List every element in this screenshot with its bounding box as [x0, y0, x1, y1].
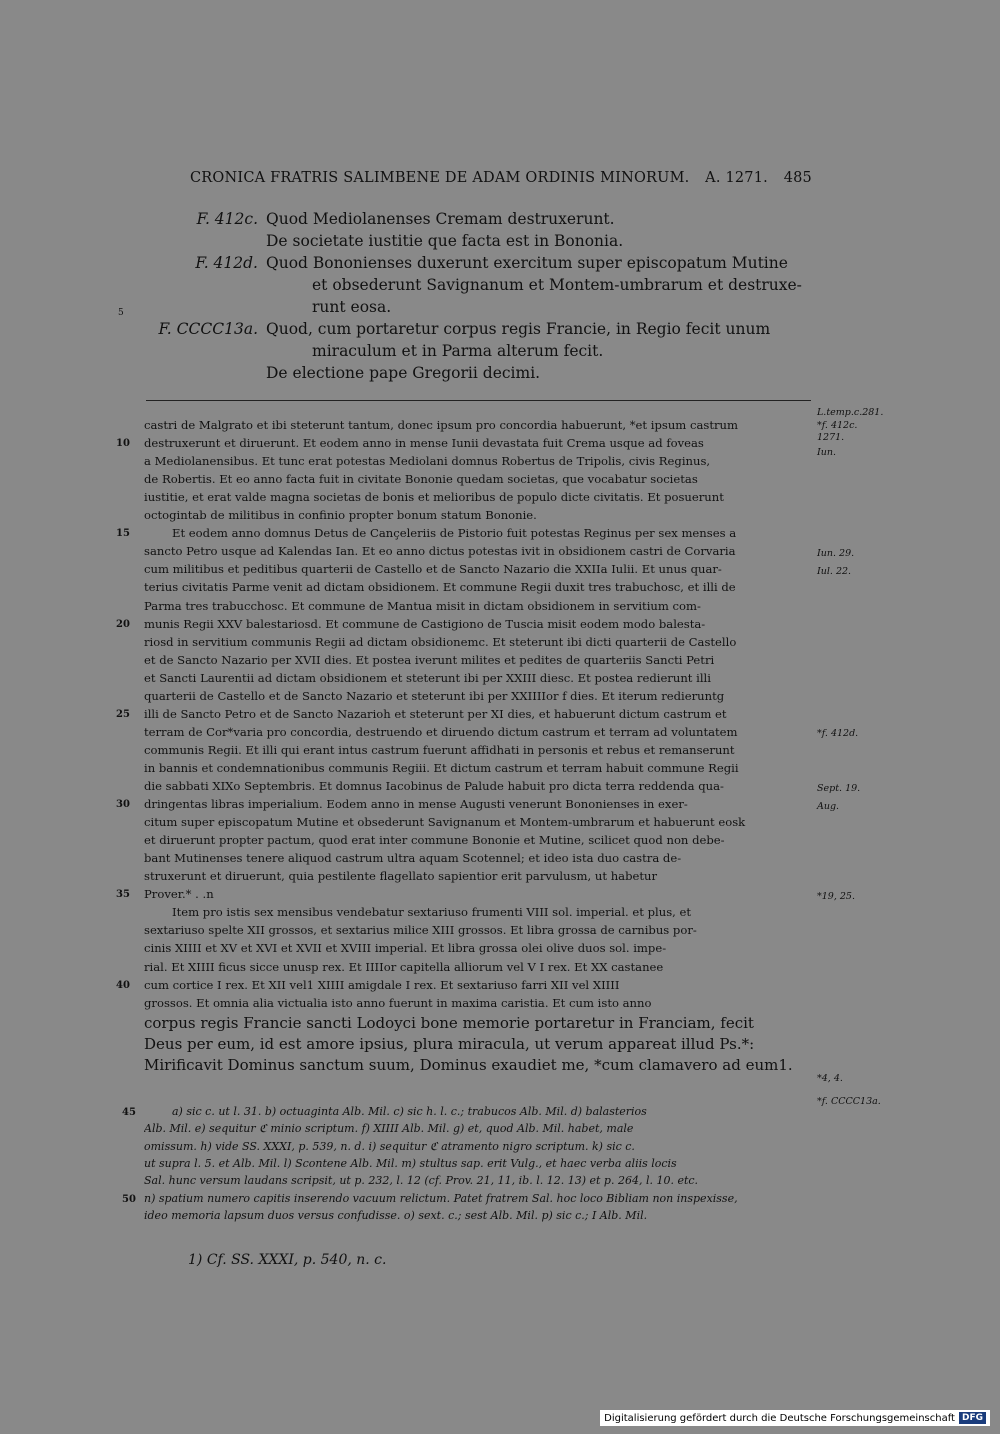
margin-note: *4, 4. — [817, 1072, 843, 1084]
text-line: dringentas libras imperialium. Eodem anno in mense Augusti venerunt Bononienses in exer- — [144, 797, 688, 812]
text-line: de Robertis. Et eo anno facta fuit in civitate Bononie quedam societas, que vocabatur societas — [144, 472, 698, 487]
line-number: 5 — [118, 308, 124, 318]
text-line: terram de Cor*varia pro concordia, destruendo et diruendo dictum castrum et terram ad voluntatem — [144, 724, 738, 739]
line-number: 20 — [116, 618, 130, 630]
page-number: 485 — [783, 170, 812, 186]
chapter-title: runt eosa. — [312, 298, 392, 316]
margin-note: *f. CCCC13a. — [817, 1095, 881, 1107]
chapter-title: Quod, cum portaretur corpus regis Francie, in Regio fecit unum — [266, 320, 771, 338]
footnote-line-number: 45 — [122, 1107, 136, 1118]
chapter-title: miraculum et in Parma alterum fecit. — [312, 342, 604, 360]
text-line: illi de Sancto Petro et de Sancto Nazarioh et steterunt per XI dies, et habuerunt dictum castrum et — [144, 706, 727, 721]
text-line: quarterii de Castello et de Sancto Nazario et steterunt ibi per XXIIIIor f dies. Et iterum redieruntg — [144, 688, 725, 703]
funder-banner — [600, 1410, 990, 1426]
margin-note: Iun. 29. — [817, 547, 855, 559]
chapter-title: De societate iustitie que facta est in Bononia. — [266, 232, 624, 250]
chapter-entry-line — [130, 252, 820, 274]
text-line: cum cortice I rex. Et XII vel1 XIIII amigdale I rex. Et sextariuso farri XII vel XIIII — [144, 977, 620, 992]
footnote-line: ideo memoria lapsum duos versus confudisse. o) sext. c.; sest Alb. Mil. p) sic c.; I Alb. Mil. — [144, 1208, 648, 1222]
text-line: riosd in servitium communis Regii ad dictam obsidionemc. Et steterunt ibi dicti quarterii de Castello — [144, 634, 737, 649]
footnote-line-number: 50 — [122, 1193, 136, 1205]
footnote-line: Alb. Mil. e) sequitur ℭ minio scriptum. f) XIIII Alb. Mil. g) et, quod Alb. Mil. habet, male — [144, 1122, 634, 1136]
margin-note: 1271. — [817, 432, 845, 444]
chapter-entry-line — [130, 208, 820, 230]
line-number: 30 — [116, 799, 130, 811]
chapter-entry-line — [130, 230, 820, 252]
text-line: bant Mutinenses tenere aliquod castrum ultra aquam Scotennel; et ideo ista duo castra de- — [144, 851, 682, 866]
folio-reference: F. 412d. — [195, 254, 258, 272]
text-line: in bannis et condemnationibus communis Regiii. Et dictum castrum et terram habuit commune Regii — [144, 760, 739, 775]
text-line: Mirificavit Dominus sanctum suum, Dominus exaudiet me, *cum clamavero ad eum1. — [144, 1055, 793, 1074]
footnote-secondary: 1) Cf. SS. XXXI, p. 540, n. c. — [188, 1252, 387, 1268]
margin-note: *f. 412d. — [817, 728, 859, 740]
footnote-line: n) spatium numero capitis inserendo vacuum relictum. Patet fratrem Sal. hoc loco Bibliam non inspexisse, — [144, 1191, 738, 1205]
header-title: CRONICA FRATRIS SALIMBENE DE ADAM ORDINIS MINORUM. — [190, 170, 690, 186]
folio-reference: F. 412c. — [196, 210, 258, 228]
footnote-line: omissum. h) vide SS. XXXI, p. 539, n. d. i) sequitur ℭ atramento nigro scriptum. k) sic c. — [144, 1139, 635, 1153]
text-line: Parma tres trabucchosc. Et commune de Mantua misit in dictam obsidionem in servitium com- — [144, 598, 701, 613]
header-year: A. 1271. — [705, 170, 768, 186]
text-line: et diruerunt propter pactum, quod erat inter commune Bononie et Mutine, scilicet quod non debe- — [144, 833, 725, 848]
chapter-entry-line — [130, 340, 820, 362]
margin-note: Iul. 22. — [817, 566, 852, 577]
text-line: Prover.* . .n — [144, 887, 214, 902]
text-line: terius civitatis Parme venit ad dictam obsidionem. Et commune Regii duxit tres trabuchosc, et illi de — [144, 580, 736, 595]
text-line: a Mediolanensibus. Et tunc erat potestas Mediolani domnus Robertus de Tripolis, civis Reginus, — [144, 454, 711, 469]
line-number: 25 — [116, 708, 130, 720]
chapter-entry-line — [130, 274, 820, 296]
margin-note: Sept. 19. — [817, 782, 861, 794]
footnote-line: a) sic c. ut l. 31. b) octuaginta Alb. Mil. c) sic h. l. c.; trabucos Alb. Mil. d) balasterios — [172, 1105, 647, 1118]
chapter-title: et obsederunt Savignanum et Montem-umbrarum et destruxe- — [312, 276, 802, 294]
text-line: munis Regii XXV balestariosd. Et commune de Castigiono de Tuscia misit eodem modo balesta- — [144, 616, 706, 631]
separator-rule — [146, 400, 811, 401]
text-line: corpus regis Francie sancti Lodoyci bone memorie portaretur in Franciam, fecit — [144, 1013, 754, 1032]
text-line: grossos. Et omnia alia victualia isto anno fuerunt in maxima caristia. Et cum isto anno — [144, 995, 652, 1010]
dfg-logo-icon: DFG — [959, 1412, 986, 1424]
footnote-line: ut supra l. 5. et Alb. Mil. l) Scontene Alb. Mil. m) stultus sap. erit Vulg., et haec verba aliis locis — [144, 1156, 677, 1170]
margin-note: *19, 25. — [817, 890, 855, 902]
chapter-entry-line — [130, 318, 820, 340]
line-number: 15 — [116, 528, 130, 540]
text-line: sancto Petro usque ad Kalendas Ian. Et eo anno dictus potestas ivit in obsidionem castri de Corvaria — [144, 544, 736, 559]
chapter-list — [118, 208, 820, 384]
chapter-entry-line — [130, 362, 820, 384]
text-line: citum super episcopatum Mutine et obsederunt Savignanum et Montem-umbrarum et habuerunt eosk — [144, 815, 746, 830]
funder-text: Digitalisierung gefördert durch die Deutsche Forschungsgemeinschaft — [604, 1412, 955, 1424]
text-line: communis Regii. Et illi qui erant intus castrum fuerunt affidhati in personis et rebus et remanserunt — [144, 742, 735, 757]
folio-reference: F. CCCC13a. — [158, 320, 258, 338]
text-line: cum militibus et peditibus quarterii de Castello et de Sancto Nazario die XXIIa Iulii. Et unus quar- — [144, 562, 722, 577]
margin-note: Iun. — [817, 446, 837, 458]
margin-note: L.temp.c.281. — [817, 407, 884, 419]
text-line: iustitie, et erat valde magna societas de bonis et melioribus de populo dicte civitatis. Et posuerunt — [144, 490, 724, 505]
text-line: cinis XIIII et XV et XVI et XVII et XVIII imperial. Et libra grossa olei olive duos sol. impe- — [144, 941, 667, 956]
text-line: rial. Et XIIII ficus sicce unusp rex. Et IIIIor capitella alliorum vel V I rex. Et XX castanee — [144, 959, 664, 974]
margin-note: *f. 412c. — [817, 419, 858, 431]
line-number: 40 — [116, 979, 130, 991]
text-line: Item pro istis sex mensibus vendebatur sextariuso frumenti VIII sol. imperial. et plus, et — [172, 905, 692, 920]
text-line: sextariuso spelte XII grossos, et sextarius milice XIII grossos. Et libra grossa de carnibus por- — [144, 923, 697, 938]
chapter-entry-line — [118, 296, 820, 318]
margin-note: Aug. — [817, 800, 840, 812]
line-number: 10 — [116, 438, 130, 450]
footnote-line: Sal. hunc versum laudans scripsit, ut p. 232, l. 12 (cf. Prov. 21, 11, ib. l. 12. 13) et p. 264, l. 10. etc. — [144, 1174, 699, 1188]
chapter-title: Quod Mediolanenses Cremam destruxerunt. — [266, 210, 615, 228]
running-header — [190, 170, 812, 186]
text-line: octogintab de militibus in confinio propter bonum statum Bononie. — [144, 508, 537, 523]
text-line: struxerunt et diruerunt, quia pestilente flagellato sapientior erit parvulusm, ut habetur — [144, 869, 658, 884]
text-line: et de Sancto Nazario per XVII dies. Et postea iverunt milites et pedites de quarteriis Sancti Petri — [144, 652, 715, 667]
text-line: Et eodem anno domnus Detus de Cançeleriis de Pistorio fuit potestas Reginus per sex menses a — [172, 526, 737, 541]
text-line: et Sancti Laurentii ad dictam obsidionem et steterunt ibi per XXIII diesc. Et postea redierunt illi — [144, 670, 711, 685]
text-line: castri de Malgrato et ibi steterunt tantum, donec ipsum pro concordia habuerunt, *et ipsum castrum — [144, 418, 738, 432]
text-line: die sabbati XIXo Septembris. Et domnus Iacobinus de Palude habuit pro dicta terra reddenda qua- — [144, 779, 724, 793]
text-line: destruxerunt et diruerunt. Et eodem anno in mense Iunii devastata fuit Crema usque ad foveas — [144, 436, 704, 451]
text-line: Deus per eum, id est amore ipsius, plura miracula, ut verum appareat illud Ps.*: — [144, 1034, 755, 1053]
line-number: 35 — [116, 889, 130, 901]
chapter-title: Quod Bononienses duxerunt exercitum super episcopatum Mutine — [266, 254, 788, 272]
chapter-title: De electione pape Gregorii decimi. — [266, 364, 541, 382]
